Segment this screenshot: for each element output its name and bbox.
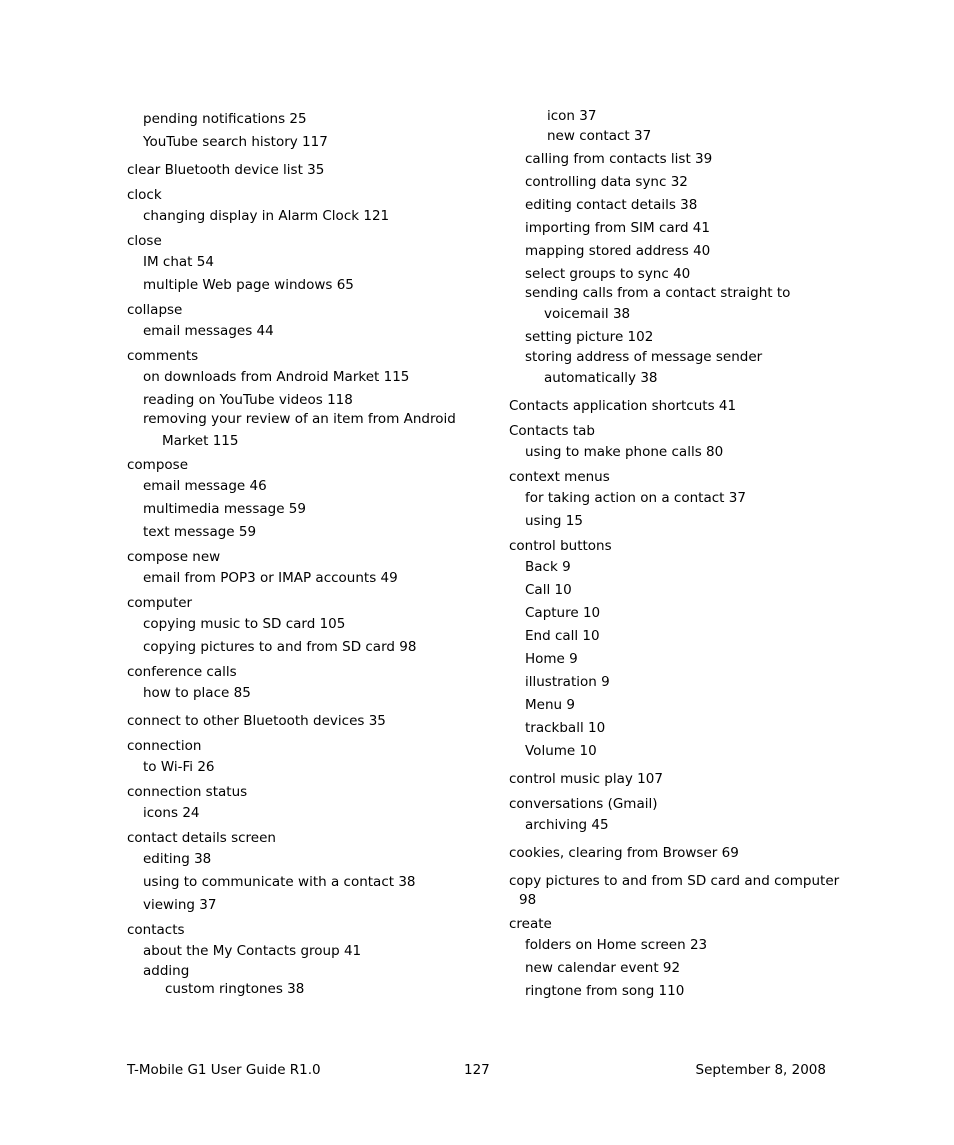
- index-subentry: Menu 9: [525, 697, 575, 713]
- index-subentry: pending notifications 25: [143, 111, 307, 127]
- index-entry: Contacts tab: [509, 423, 595, 439]
- footer-date: September 8, 2008: [695, 1062, 826, 1078]
- index-subentry: multimedia message 59: [143, 501, 306, 517]
- index-subentry: to Wi-Fi 26: [143, 759, 215, 775]
- index-entry: computer: [127, 595, 193, 611]
- index-subentry: ringtone from song 110: [525, 983, 685, 999]
- index-entry: Contacts application shortcuts 41: [509, 398, 737, 414]
- index-subentry: for taking action on a contact 37: [525, 490, 746, 506]
- index-subentry: importing from SIM card 41: [525, 220, 710, 236]
- index-subentry: Capture 10: [525, 605, 601, 621]
- index-entry: copy pictures to and from SD card and computer: [509, 873, 840, 889]
- index-entry: context menus: [509, 469, 610, 485]
- index-subentry: mapping stored address 40: [525, 243, 711, 259]
- index-subentry: controlling data sync 32: [525, 174, 688, 190]
- index-subentry: voicemail 38: [544, 306, 631, 322]
- index-subentry: adding: [143, 963, 190, 979]
- index-subentry: Call 10: [525, 582, 572, 598]
- index-entry: collapse: [127, 302, 183, 318]
- index-subentry: trackball 10: [525, 720, 606, 736]
- index-subentry: storing address of message sender: [525, 349, 763, 365]
- index-entry: control buttons: [509, 538, 612, 554]
- index-subentry: using 15: [525, 513, 583, 529]
- index-subentry: viewing 37: [143, 897, 217, 913]
- index-entry: clear Bluetooth device list 35: [127, 162, 325, 178]
- index-subentry: editing 38: [143, 851, 212, 867]
- index-subentry: sending calls from a contact straight to: [525, 285, 791, 301]
- index-subentry: copying music to SD card 105: [143, 616, 346, 632]
- index-subentry: select groups to sync 40: [525, 266, 691, 282]
- index-subentry: Market 115: [162, 433, 239, 449]
- index-subentry: editing contact details 38: [525, 197, 698, 213]
- index-subentry: icons 24: [143, 805, 200, 821]
- index-entry: connection: [127, 738, 202, 754]
- footer-page-number: 127: [464, 1062, 490, 1078]
- index-subentry: custom ringtones 38: [165, 981, 305, 997]
- index-subentry: Back 9: [525, 559, 571, 575]
- index-subentry: text message 59: [143, 524, 257, 540]
- index-entry: cookies, clearing from Browser 69: [509, 845, 739, 861]
- index-entry: comments: [127, 348, 199, 364]
- index-entry: compose new: [127, 549, 221, 565]
- index-subentry: Home 9: [525, 651, 578, 667]
- index-subentry: changing display in Alarm Clock 121: [143, 208, 390, 224]
- index-entry: control music play 107: [509, 771, 663, 787]
- index-subentry: folders on Home screen 23: [525, 937, 708, 953]
- index-subentry: removing your review of an item from Android: [143, 411, 456, 427]
- index-subentry: how to place 85: [143, 685, 251, 701]
- index-subentry: archiving 45: [525, 817, 609, 833]
- index-subentry: multiple Web page windows 65: [143, 277, 354, 293]
- index-subentry: about the My Contacts group 41: [143, 943, 362, 959]
- index-subentry: illustration 9: [525, 674, 610, 690]
- index-subentry: on downloads from Android Market 115: [143, 369, 410, 385]
- index-subentry: new contact 37: [547, 128, 652, 144]
- index-subentry: IM chat 54: [143, 254, 214, 270]
- index-subentry: copying pictures to and from SD card 98: [143, 639, 417, 655]
- index-subentry: End call 10: [525, 628, 600, 644]
- index-subentry: Volume 10: [525, 743, 597, 759]
- index-subentry: email message 46: [143, 478, 267, 494]
- index-subentry: using to make phone calls 80: [525, 444, 724, 460]
- index-entry: contact details screen: [127, 830, 276, 846]
- index-subentry: 98: [519, 892, 537, 908]
- footer-guide-title: T-Mobile G1 User Guide R1.0: [127, 1062, 321, 1078]
- index-subentry: YouTube search history 117: [143, 134, 328, 150]
- index-subentry: setting picture 102: [525, 329, 654, 345]
- index-subentry: email messages 44: [143, 323, 274, 339]
- index-entry: contacts: [127, 922, 185, 938]
- index-subentry: using to communicate with a contact 38: [143, 874, 416, 890]
- index-entry: close: [127, 233, 162, 249]
- index-entry: create: [509, 916, 552, 932]
- index-entry: compose: [127, 457, 189, 473]
- index-subentry: icon 37: [547, 108, 597, 124]
- index-subentry: email from POP3 or IMAP accounts 49: [143, 570, 398, 586]
- index-subentry: reading on YouTube videos 118: [143, 392, 353, 408]
- index-entry: clock: [127, 187, 162, 203]
- index-entry: conversations (Gmail): [509, 796, 658, 812]
- index-subentry: automatically 38: [544, 370, 658, 386]
- index-entry: connect to other Bluetooth devices 35: [127, 713, 386, 729]
- index-subentry: calling from contacts list 39: [525, 151, 713, 167]
- index-entry: connection status: [127, 784, 248, 800]
- index-entry: conference calls: [127, 664, 237, 680]
- index-subentry: new calendar event 92: [525, 960, 681, 976]
